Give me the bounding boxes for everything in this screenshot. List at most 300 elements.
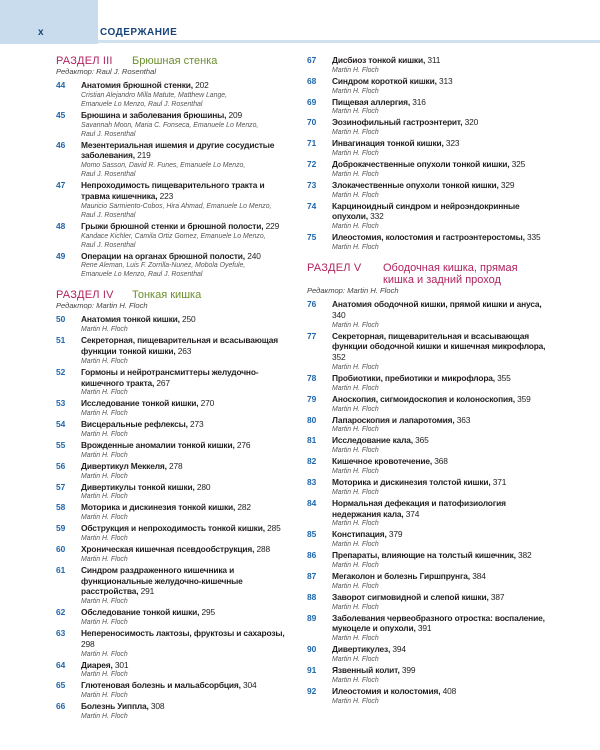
chapter-page: 280	[196, 481, 211, 492]
chapter-authors: Raul J. Rosenthal	[81, 130, 136, 138]
chapter-title: Обследование тонкой кишки,	[81, 607, 200, 618]
chapter-line	[332, 415, 547, 426]
chapter-authors: Martin H. Floch	[81, 514, 128, 522]
chapter-number: 46	[56, 139, 66, 150]
chapter-authors: Martin H. Floch	[81, 534, 128, 542]
chapter-title: Анатомия тонкой кишки,	[81, 314, 180, 325]
chapter-number: 57	[56, 481, 66, 492]
chapter-number: 76	[307, 298, 317, 309]
chapter-authors: Martin H. Floch	[332, 635, 379, 643]
toc-entry[interactable]	[56, 565, 294, 606]
toc-entry[interactable]	[56, 660, 294, 680]
chapter-authors: Martin H. Floch	[332, 603, 379, 611]
section-title: Брюшная стенка	[132, 55, 218, 67]
page-title: СОДЕРЖАНИЕ	[100, 27, 178, 38]
chapter-title: Брюшина и заболевания брюшины,	[81, 109, 227, 120]
chapter-title: Глютеновая болезнь и мальабсорбция,	[81, 680, 241, 691]
chapter-authors: Martin H. Floch	[332, 129, 379, 137]
chapter-authors: Cristian Alejandro Milla Matute, Matthew Lange,	[81, 91, 228, 99]
chapter-page: 340	[332, 309, 346, 320]
chapter-number: 51	[56, 335, 66, 346]
chapter-line	[81, 440, 294, 451]
chapter-line	[332, 435, 547, 446]
chapter-title: Илеостомия, колостомия и гастроэнтеростомы,	[332, 232, 525, 243]
entry-body	[332, 117, 547, 137]
chapter-line	[81, 419, 294, 430]
chapter-line	[332, 550, 547, 561]
toc-entry[interactable]	[56, 628, 294, 659]
chapter-title: Болезнь Уиппла,	[81, 701, 149, 712]
chapter-number: 44	[56, 80, 66, 90]
entry-body	[81, 335, 294, 366]
entry-body	[332, 644, 547, 664]
chapter-authors: Martin H. Floch	[332, 363, 379, 371]
chapter-title: Непереносимость лактозы, фруктозы и сахарозы,	[81, 627, 285, 638]
chapter-line	[332, 299, 547, 321]
chapter-page: 295	[201, 607, 216, 618]
toc-entry[interactable]	[307, 97, 547, 117]
chapter-authors: Martin H. Floch	[332, 384, 379, 392]
toc-entry[interactable]	[56, 419, 294, 439]
chapter-title: Препараты, влияющие на толстый кишечник,	[332, 550, 516, 561]
chapter-page: 365	[415, 435, 429, 446]
toc-entry[interactable]	[56, 544, 294, 564]
chapter-page: 313	[438, 75, 453, 86]
toc-entry[interactable]	[307, 138, 547, 158]
chapter-title: Непроходимость пищеварительного тракта и травма кишечника,	[81, 180, 265, 201]
chapter-authors: Kandace Kichler, Camila Ortiz Gomez, Emanuele Lo Menzo,	[81, 232, 266, 240]
entry-body	[332, 331, 547, 372]
chapter-line	[81, 660, 294, 671]
chapter-title: Исследование кала,	[332, 435, 413, 446]
chapter-page: 379	[388, 529, 403, 540]
chapter-page: 394	[392, 644, 406, 655]
entry-body	[332, 76, 547, 96]
section-heading	[307, 262, 547, 286]
toc-entry[interactable]	[56, 461, 294, 481]
chapter-page: 304	[243, 680, 257, 691]
toc-entry[interactable]	[307, 415, 547, 435]
chapter-page: 408	[442, 685, 457, 696]
chapter-number: 84	[307, 497, 317, 508]
toc-column-left	[56, 55, 294, 731]
chapter-title: Пищевая аллергия,	[332, 96, 411, 107]
toc-entry[interactable]	[307, 117, 547, 137]
chapter-title: Инвагинация тонкой кишки,	[332, 138, 444, 149]
chapter-number: 66	[56, 701, 66, 712]
toc-entry[interactable]	[307, 456, 547, 476]
chapter-title: Моторика и дискинезия тонкой кишки,	[81, 502, 236, 513]
chapter-authors: Martin H. Floch	[332, 426, 379, 434]
chapter-authors: Martin H. Floch	[81, 430, 128, 438]
entry-body	[81, 607, 294, 627]
chapter-line	[332, 180, 547, 191]
chapter-authors: Martin H. Floch	[332, 243, 379, 251]
toc-entry[interactable]	[307, 571, 547, 591]
chapter-number: 49	[56, 250, 66, 261]
toc-entry[interactable]	[56, 251, 294, 280]
chapter-number: 70	[307, 117, 317, 128]
chapter-authors: Martin H. Floch	[332, 66, 379, 74]
toc-entry[interactable]	[307, 613, 547, 644]
section-label: РАЗДЕЛ IV	[56, 289, 114, 302]
chapter-authors: Martin H. Floch	[332, 87, 379, 95]
entry-body	[332, 613, 547, 644]
chapter-line	[332, 456, 547, 467]
chapter-authors: Martin H. Floch	[81, 451, 128, 459]
chapter-authors: Mauricio Sarmiento-Cobos, Hira Ahmad, Emanuele Lo Menzo,	[81, 202, 272, 210]
entry-body	[332, 550, 547, 570]
entry-body	[81, 221, 294, 250]
toc-entry[interactable]	[56, 482, 294, 502]
chapter-title: Синдром короткой кишки,	[332, 75, 437, 86]
header-rule	[98, 40, 600, 43]
toc-entry[interactable]	[56, 502, 294, 522]
chapter-page: 329	[500, 179, 515, 190]
entry-body	[332, 138, 547, 158]
chapter-title: Пробиотики, пребиотики и микрофлора,	[332, 372, 495, 383]
chapter-number: 89	[307, 612, 317, 623]
chapter-page: 316	[412, 96, 426, 107]
chapter-number: 71	[307, 138, 317, 149]
chapter-authors: Martin H. Floch	[332, 170, 379, 178]
chapter-page: 223	[159, 190, 174, 201]
chapter-line	[332, 373, 547, 384]
toc-entry[interactable]	[307, 76, 547, 96]
chapter-authors: Martin H. Floch	[81, 410, 128, 418]
chapter-page: 250	[182, 314, 196, 325]
chapter-line	[81, 502, 294, 513]
chapter-page: 363	[456, 414, 471, 425]
chapter-number: 82	[307, 456, 317, 467]
chapter-title: Дивертикулез,	[332, 644, 391, 655]
chapter-line	[332, 498, 547, 520]
toc-entry[interactable]	[307, 550, 547, 570]
toc-entry[interactable]	[307, 180, 547, 200]
chapter-page: 301	[114, 659, 129, 670]
toc-entry[interactable]	[307, 394, 547, 414]
entry-body	[81, 80, 294, 109]
chapter-line	[81, 565, 294, 597]
chapter-authors: Martin H. Floch	[81, 389, 128, 397]
toc-entry[interactable]	[56, 140, 294, 180]
chapter-number: 72	[307, 158, 317, 169]
entry-body	[332, 456, 547, 476]
chapter-title: Анатомия ободочной кишки, прямой кишки и ануса,	[332, 298, 542, 309]
chapter-page: 276	[236, 439, 251, 450]
chapter-line	[81, 607, 294, 618]
chapter-title: Мезентериальная ишемия и другие сосудистые заболевания,	[81, 139, 275, 161]
chapter-line	[81, 628, 294, 650]
chapter-authors: Martin H. Floch	[332, 405, 379, 413]
chapter-line	[81, 251, 294, 262]
toc-entry[interactable]	[56, 398, 294, 418]
chapter-title: Операции на органах брюшной полости,	[81, 250, 245, 261]
entry-body	[332, 477, 547, 497]
chapter-page: 335	[526, 232, 541, 243]
toc-entry[interactable]	[56, 367, 294, 398]
chapter-number: 52	[56, 366, 66, 377]
toc-entry[interactable]	[307, 373, 547, 393]
chapter-line	[332, 613, 547, 635]
chapter-page: 352	[332, 352, 346, 363]
toc-entry[interactable]	[56, 180, 294, 220]
chapter-title: Лапароскопия и лапаротомия,	[332, 414, 455, 425]
chapter-line	[332, 592, 547, 603]
chapter-authors: Martin H. Floch	[81, 712, 128, 720]
toc-entry[interactable]	[307, 55, 547, 75]
chapter-authors: Emanuele Lo Menzo, Raul J. Rosenthal	[81, 100, 203, 108]
chapter-authors: Martin H. Floch	[332, 541, 379, 549]
toc-entry[interactable]	[307, 435, 547, 455]
chapter-number: 92	[307, 685, 317, 696]
toc-entry[interactable]	[56, 440, 294, 460]
entry-body	[81, 523, 294, 543]
chapter-number: 91	[307, 664, 317, 675]
chapter-line	[332, 55, 547, 66]
toc-entry[interactable]	[56, 607, 294, 627]
toc-entry[interactable]	[307, 498, 547, 529]
toc-entry[interactable]	[307, 201, 547, 232]
entry-body	[81, 398, 294, 418]
chapter-number: 90	[307, 644, 317, 655]
chapter-page: 273	[189, 419, 204, 430]
chapter-page: 229	[265, 220, 280, 231]
chapter-title: Грыжи брюшной стенки и брюшной полости,	[81, 220, 264, 231]
chapter-title: Секреторная, пищеварительная и всасывающая функции ободочной кишки и кишечная микрофлора,	[332, 330, 546, 352]
entry-body	[81, 180, 294, 220]
chapter-authors: Martin H. Floch	[332, 467, 379, 475]
chapter-page: 202	[195, 80, 209, 90]
chapter-authors: Emanuele Lo Menzo, Raul J. Rosenthal	[81, 271, 203, 279]
chapter-number: 68	[307, 75, 317, 86]
chapter-title: Аноскопия, сигмоидоскопия и колоноскопия,	[332, 393, 515, 404]
chapter-page: 219	[137, 150, 151, 161]
entry-body	[81, 502, 294, 522]
chapter-title: Доброкачественные опухоли тонкой кишки,	[332, 158, 510, 169]
chapter-authors: Martin H. Floch	[332, 676, 379, 684]
toc-section	[56, 289, 294, 721]
chapter-authors: Raul J. Rosenthal	[81, 171, 136, 179]
toc-entry[interactable]	[307, 644, 547, 664]
entry-body	[332, 665, 547, 685]
chapter-line	[81, 398, 294, 409]
chapter-line	[81, 701, 294, 712]
chapter-page: 288	[256, 543, 270, 554]
toc-entry[interactable]	[56, 314, 294, 334]
chapter-authors: Momo Sasson, David R. Funes, Emanuele Lo Menzo,	[81, 162, 246, 170]
entry-body	[81, 701, 294, 721]
page-number: x	[38, 27, 44, 38]
toc-entry[interactable]	[56, 221, 294, 250]
toc-entry[interactable]	[307, 529, 547, 549]
toc-entry[interactable]	[56, 680, 294, 700]
chapter-page: 240	[247, 250, 261, 261]
chapter-line	[81, 367, 294, 389]
entry-body	[332, 592, 547, 612]
chapter-page: 374	[405, 508, 420, 519]
chapter-authors: Martin H. Floch	[81, 493, 128, 501]
chapter-number: 80	[307, 414, 317, 425]
chapter-number: 45	[56, 109, 66, 120]
chapter-number: 61	[56, 564, 66, 575]
chapter-title: Кишечное кровотечение,	[332, 456, 433, 467]
toc-entry[interactable]	[307, 299, 547, 330]
toc-entry[interactable]	[307, 665, 547, 685]
chapter-number: 74	[307, 200, 317, 211]
toc-entry[interactable]	[56, 701, 294, 721]
chapter-title: Гормоны и нейротрансмиттеры желудочно-кишечного тракта,	[81, 366, 259, 388]
chapter-number: 86	[307, 550, 317, 561]
chapter-line	[81, 335, 294, 357]
toc-entry[interactable]	[307, 477, 547, 497]
chapter-title: Илеостомия и колостомия,	[332, 685, 441, 696]
toc-entry[interactable]	[307, 686, 547, 706]
chapter-authors: Martin H. Floch	[332, 561, 379, 569]
section-title: Тонкая кишка	[132, 289, 202, 302]
chapter-authors: Martin H. Floch	[81, 472, 128, 480]
chapter-title: Констипация,	[332, 529, 387, 540]
entry-body	[81, 314, 294, 334]
chapter-page: 359	[517, 393, 531, 404]
toc-section	[307, 55, 547, 252]
chapter-page: 311	[427, 55, 441, 65]
entry-body	[332, 232, 547, 252]
entry-body	[332, 97, 547, 117]
entry-body	[81, 110, 294, 139]
chapter-page: 291	[140, 586, 155, 597]
chapter-page: 399	[401, 664, 416, 675]
chapter-title: Дисбиоз тонкой кишки,	[332, 55, 426, 65]
chapter-page: 323	[445, 138, 460, 149]
chapter-line	[332, 394, 547, 405]
chapter-number: 79	[307, 393, 317, 404]
entry-body	[332, 686, 547, 706]
chapter-authors: Martin H. Floch	[81, 692, 128, 700]
chapter-number: 64	[56, 659, 66, 670]
chapter-authors: Martin H. Floch	[332, 582, 379, 590]
entry-body	[81, 680, 294, 700]
chapter-title: Заболевания червеобразного отростка: воспаление, мукоцеле и опухоли,	[332, 612, 545, 634]
chapter-page: 298	[81, 638, 95, 649]
chapter-line	[81, 482, 294, 493]
entry-body	[332, 159, 547, 179]
toc-entry[interactable]	[307, 331, 547, 372]
chapter-title: Секреторная, пищеварительная и всасывающая функции тонкой кишки,	[81, 335, 278, 356]
chapter-page: 308	[150, 701, 165, 712]
entry-body	[332, 394, 547, 414]
chapter-title: Обструкция и непроходимость тонкой кишки,	[81, 523, 265, 534]
entry-body	[81, 419, 294, 439]
chapter-line	[332, 665, 547, 676]
chapter-number: 55	[56, 439, 66, 450]
entry-body	[332, 373, 547, 393]
entry-body	[332, 498, 547, 529]
chapter-page: 267	[156, 377, 170, 388]
chapter-authors: Martin H. Floch	[332, 697, 379, 705]
chapter-title: Анатомия брюшной стенки,	[81, 80, 193, 90]
entry-body	[81, 461, 294, 481]
chapter-page: 278	[169, 460, 183, 471]
header-band	[0, 0, 98, 44]
chapter-line	[332, 686, 547, 697]
chapter-title: Язвенный колит,	[332, 664, 400, 675]
chapter-line	[332, 644, 547, 655]
chapter-number: 59	[56, 523, 66, 534]
entry-body	[332, 201, 547, 232]
chapter-line	[81, 680, 294, 691]
chapter-number: 60	[56, 543, 66, 554]
chapter-line	[81, 221, 294, 232]
section-editor: Редактор: Martin H. Floch	[56, 301, 148, 311]
section-label: РАЗДЕЛ III	[56, 55, 113, 67]
chapter-page: 391	[417, 623, 432, 634]
chapter-number: 65	[56, 680, 66, 691]
toc-entry[interactable]	[307, 232, 547, 252]
chapter-number: 88	[307, 591, 317, 602]
chapter-number: 73	[307, 179, 317, 190]
chapter-title: Злокачественные опухоли тонкой кишки,	[332, 179, 499, 190]
chapter-page: 325	[511, 158, 526, 169]
toc-entry[interactable]	[56, 110, 294, 139]
entry-body	[332, 435, 547, 455]
toc-entry[interactable]	[307, 592, 547, 612]
chapter-number: 56	[56, 460, 66, 471]
chapter-line	[332, 331, 547, 363]
chapter-authors: Martin H. Floch	[332, 488, 379, 496]
chapter-title: Синдром раздраженного кишечника и функциональные желудочно-кишечные расстройства,	[81, 564, 243, 597]
chapter-page: 320	[464, 117, 479, 128]
chapter-authors: Martin H. Floch	[81, 650, 128, 658]
chapter-number: 62	[56, 607, 66, 618]
chapter-authors: Martin H. Floch	[332, 655, 379, 663]
chapter-number: 75	[307, 232, 317, 243]
entry-body	[81, 482, 294, 502]
chapter-authors: Martin H. Floch	[332, 223, 379, 231]
chapter-line	[332, 477, 547, 488]
toc-column-right	[307, 55, 547, 716]
chapter-line	[81, 544, 294, 555]
chapter-line	[81, 314, 294, 325]
chapter-line	[81, 461, 294, 472]
entry-body	[81, 440, 294, 460]
entry-body	[332, 415, 547, 435]
chapter-line	[332, 201, 547, 223]
entry-body	[81, 660, 294, 680]
toc-entry[interactable]	[307, 159, 547, 179]
chapter-page: 270	[200, 398, 215, 409]
chapter-title: Диарея,	[81, 659, 113, 670]
chapter-line	[332, 76, 547, 87]
toc-entry[interactable]	[56, 523, 294, 543]
chapter-page: 332	[370, 211, 384, 222]
entry-body	[81, 367, 294, 398]
toc-entry[interactable]	[56, 80, 294, 109]
section-editor: Редактор: Martin H. Floch	[307, 285, 399, 295]
chapter-line	[332, 571, 547, 582]
chapter-line	[332, 97, 547, 108]
chapter-number: 53	[56, 398, 66, 409]
entry-body	[81, 628, 294, 659]
chapter-line	[81, 523, 294, 534]
entry-body	[81, 565, 294, 606]
chapter-number: 81	[307, 435, 317, 446]
section-title: Ободочная кишка, прямая кишка и задний проход	[383, 261, 518, 286]
chapter-page: 285	[267, 523, 281, 534]
chapter-page: 209	[228, 109, 243, 120]
chapter-title: Дивертикулы тонкой кишки,	[81, 481, 195, 492]
toc-entry[interactable]	[56, 335, 294, 366]
